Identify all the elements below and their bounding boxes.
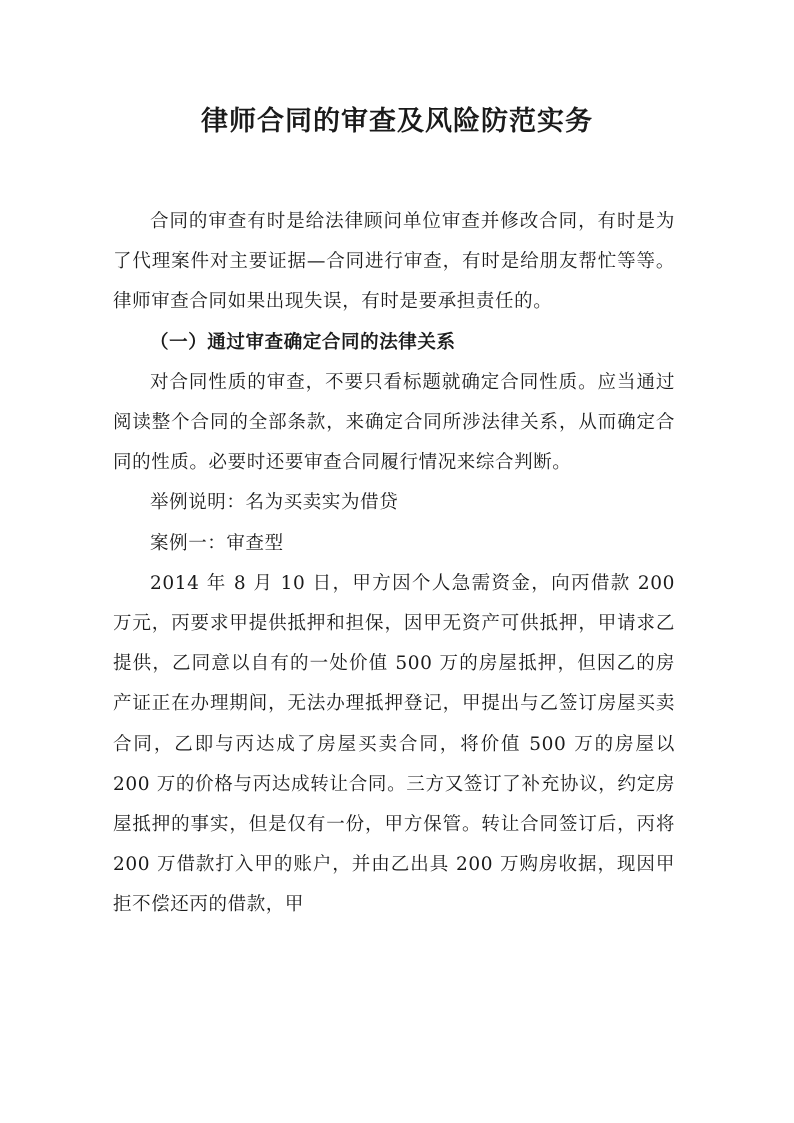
document-body: [113, 202, 675, 926]
example-label: 举例说明：名为买卖实为借贷: [150, 492, 399, 514]
case-label: 案例一：审查型: [150, 532, 284, 554]
intro-paragraph: 合同的审查有时是给法律顾问单位审查并修改合同，有时是为了代理案件对主要证据—合同进行审查，有时是给朋友帮忙等等。律师审查合同如果出现失误，有时是要承担责任的。: [113, 211, 675, 313]
case-paragraph: 2014 年 8 月 10 日，甲方因个人急需资金，向丙借款 200 万元，丙要求甲提供抵押和担保，因甲无资产可供抵押，甲请求乙提供，乙同意以自有的一处价值 500 万的房屋抵押，但因乙的房产证正在办理期间，无法办理抵押登记，甲提出与乙签订房屋买卖合同，乙即与丙达成了房屋买卖合同，将价值 500 万的房屋以 200 万的价格与丙达成转让合同。三方又签订了补充协议，约定房屋抵押的事实，但是仅有一份，甲方保管。转让合同签订后，丙将 200 万借款打入甲的账户，并由乙出具 200 万购房收据，现因甲拒不偿还丙的借款，甲: [113, 572, 675, 916]
section-paragraph: 对合同性质的审查，不要只看标题就确定合同性质。应当通过阅读整个合同的全部条款，来确定合同所涉法律关系，从而确定合同的性质。必要时还要审查合同履行情况来综合判断。: [113, 371, 675, 474]
document-title: 律师合同的审查及风险防范实务: [201, 106, 593, 137]
section-heading: （一）通过审查确定合同的法律关系: [150, 331, 456, 353]
